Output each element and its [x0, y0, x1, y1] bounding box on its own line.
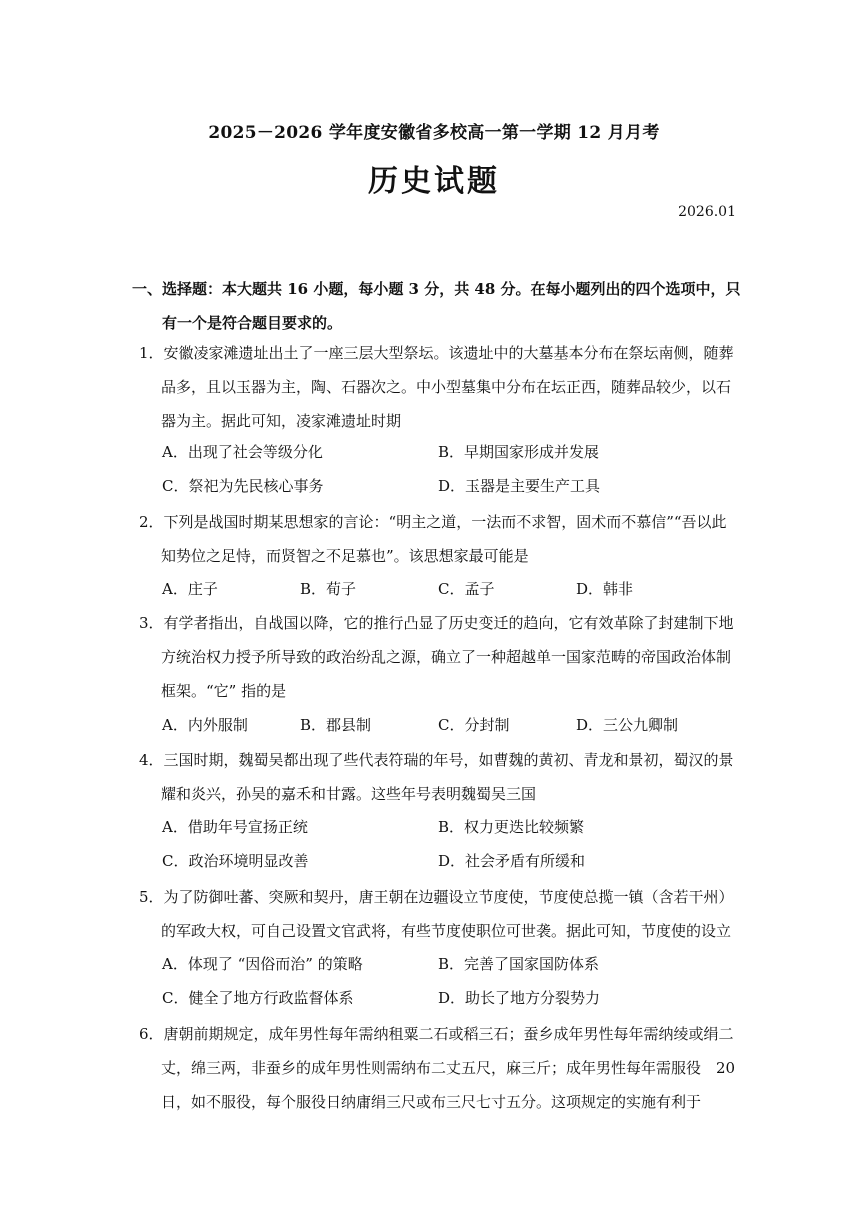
- question-number: 5．: [139, 888, 164, 906]
- question-1-options: [162, 435, 742, 469]
- option-c: C．分封制: [438, 716, 510, 734]
- question-line: [139, 505, 739, 539]
- question-4-options: [162, 810, 742, 844]
- question-number: 1．: [139, 344, 164, 362]
- question-text: 品多，且以玉器为主，陶、石器次之。中小型墓集中分布在坛正西，随葬品较少，以石: [161, 378, 732, 396]
- question-text: 有学者指出，自战国以降，它的推行凸显了历史变迁的趋向，它有效革除了封建制下地: [163, 614, 734, 632]
- option-d: D．玉器是主要生产工具: [438, 477, 601, 495]
- question-2-options: [162, 572, 742, 606]
- question-text: 唐朝前期规定，成年男性每年需纳租粟二石或稻三石；蚕乡成年男性每年需纳绫或绢二: [163, 1025, 734, 1043]
- question-text: 安徽凌家滩遗址出土了一座三层大型祭坛。该遗址中的大墓基本分布在祭坛南侧，随葬: [163, 344, 734, 362]
- question-4-options: [162, 844, 742, 878]
- option-b: B．早期国家形成并发展: [438, 443, 600, 461]
- question-text: 三国时期，魏蜀吴都出现了些代表符瑞的年号，如曹魏的黄初、青龙和景初，蜀汉的景: [163, 751, 734, 769]
- question-1: [139, 336, 739, 438]
- option-b: B．完善了国家国防体系: [438, 955, 600, 973]
- option-c: C．政治环境明显改善: [162, 852, 309, 870]
- question-5-options: [162, 947, 742, 981]
- question-text: 为了防御吐蕃、突厥和契丹，唐王朝在边疆设立节度使，节度使总揽一镇（含若干州）: [163, 888, 734, 906]
- question-text: 丈，绵三两，非蚕乡的成年男性则需纳布二丈五尺，麻三斤；成年男性每年需服役 20: [161, 1059, 736, 1077]
- question-line: [139, 336, 739, 370]
- option-d: D．韩非: [576, 580, 634, 598]
- option-a: A．体现了 “因俗而治” 的策略: [162, 955, 363, 973]
- question-4: [139, 743, 739, 811]
- question-text: 耀和炎兴，孙吴的嘉禾和甘露。这些年号表明魏蜀吴三国: [161, 785, 537, 803]
- option-b: B．权力更迭比较频繁: [438, 818, 585, 836]
- option-a: A．内外服制: [162, 716, 248, 734]
- question-line: [139, 880, 739, 914]
- question-text: 框架。“它” 指的是: [161, 682, 287, 700]
- section-heading-line-1: 一、选择题：本大题共 16 小题，每小题 3 分，共 48 分。在每小题列出的四个选项中，只: [132, 280, 741, 298]
- option-b: B．郡县制: [300, 716, 372, 734]
- exam-date: 2026.01: [678, 204, 736, 220]
- question-line: [139, 606, 739, 640]
- subject-title: 历史试题: [368, 164, 500, 199]
- question-text: 下列是战国时期某思想家的言论：“明主之道，一法而不求智，固术而不慕信”“吾以此: [163, 513, 727, 531]
- option-a: A．庄子: [162, 580, 218, 598]
- question-3-options: [162, 708, 742, 742]
- option-d: D．助长了地方分裂势力: [438, 989, 601, 1007]
- option-c: C．健全了地方行政监督体系: [162, 989, 354, 1007]
- question-number: 6．: [139, 1025, 164, 1043]
- question-number: 2．: [139, 513, 164, 531]
- question-text: 的军政大权，可自己设置文官武将，有些节度使职位可世袭。据此可知，节度使的设立: [161, 922, 732, 940]
- question-line: [139, 743, 739, 777]
- option-d: D．社会矛盾有所缓和: [438, 852, 586, 870]
- option-a: A．借助年号宣扬正统: [162, 818, 308, 836]
- question-number: 4．: [139, 751, 164, 769]
- question-number: 3．: [139, 614, 164, 632]
- question-text: 方统治权力授予所导致的政治纷乱之源，确立了一种超越单一国家范畴的帝国政治体制: [161, 648, 732, 666]
- exam-title: 2025－2026 学年度安徽省多校高一第一学期 12 月月考: [208, 123, 660, 143]
- section-heading-line-2: 有一个是符合题目要求的。: [162, 314, 343, 332]
- question-5: [139, 880, 739, 948]
- question-2: [139, 505, 739, 573]
- question-3: [139, 606, 739, 708]
- question-6: [139, 1017, 739, 1119]
- option-d: D．三公九卿制: [576, 716, 679, 734]
- question-text: 日，如不服役，每个服役日纳庸绢三尺或布三尺七寸五分。这项规定的实施有利于: [161, 1093, 702, 1111]
- question-5-options: [162, 981, 742, 1015]
- option-a: A．出现了社会等级分化: [162, 443, 323, 461]
- section-heading: [132, 272, 742, 340]
- option-b: B．荀子: [300, 580, 357, 598]
- option-c: C．祭祀为先民核心事务: [162, 477, 324, 495]
- question-text: 知势位之足恃，而贤智之不足慕也”。该思想家最可能是: [161, 547, 529, 565]
- question-text: 器为主。据此可知，凌家滩遗址时期: [161, 412, 402, 430]
- option-c: C．孟子: [438, 580, 495, 598]
- question-1-options: [162, 469, 742, 503]
- question-line: [139, 1017, 739, 1051]
